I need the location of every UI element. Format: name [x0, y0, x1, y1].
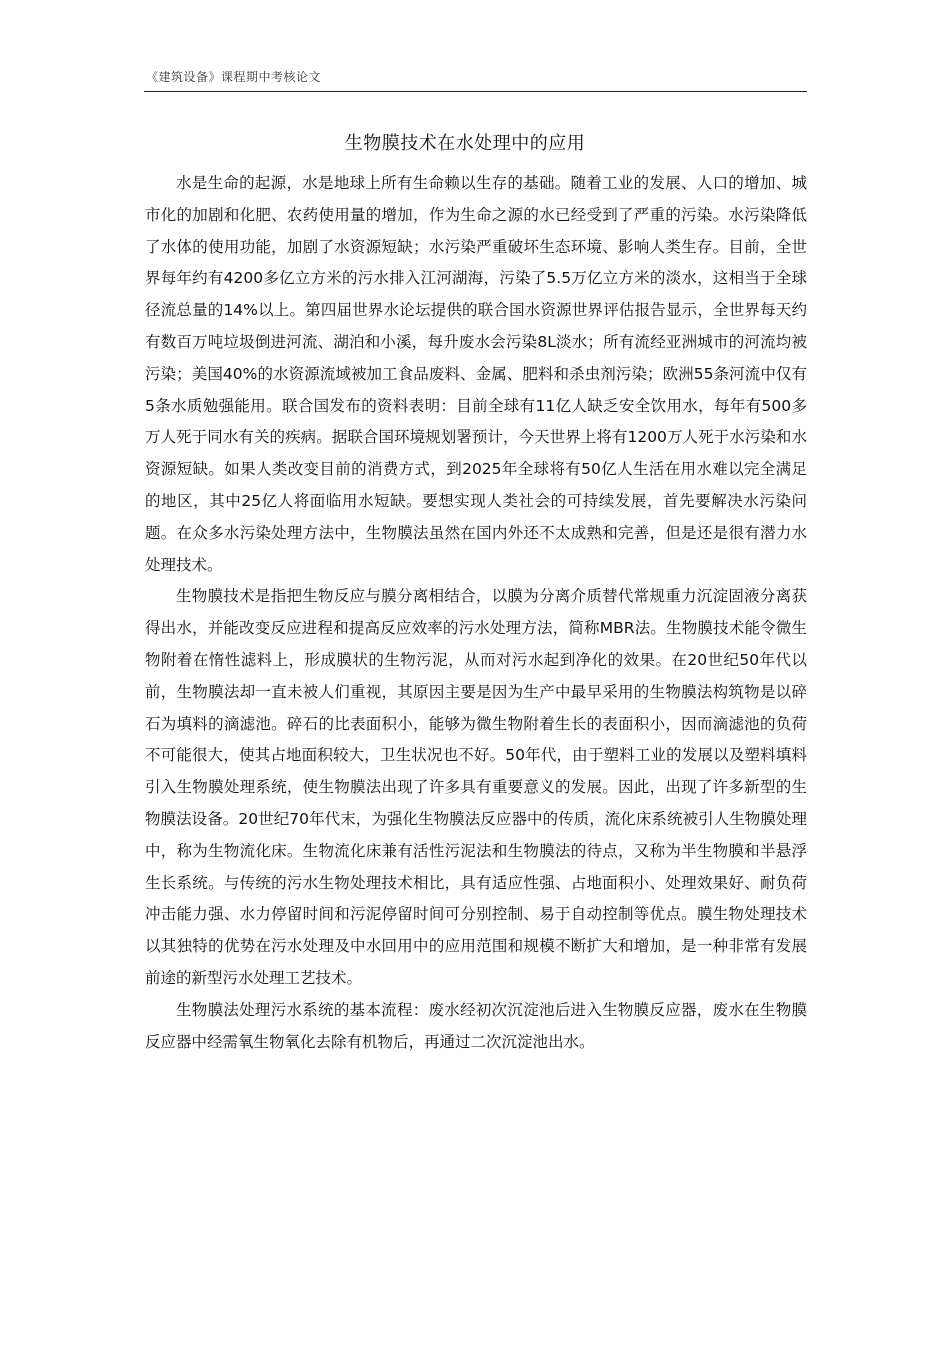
running-header: 《建筑设备》课程期中考核论文: [146, 70, 322, 84]
header-divider: [144, 91, 807, 92]
document-title: 生物膜技术在水处理中的应用: [344, 133, 586, 154]
paragraph-biofilm-technology: 生物膜技术是指把生物反应与膜分离相结合，以膜为分离介质替代常规重力沉淀固液分离获得出水，并能改变反应进程和提高反应效率的污水处理方法，简称MBR法。生物膜技术能令微生物附着在惰性滤料上，形成膜状的生物污泥，从而对污水起到净化的效果。在20世纪50年代以前，生物膜法却一直未被人们重视，其原因主要是因为生产中最早采用的生物膜法构筑物是以碎石为填料的滴滤池。碎石的比表面积小，能够为微生物附着生长的表面积小，因而滴滤池的负荷不可能很大，使其占地面积较大，卫生状况也不好。50年代，由于塑料工业的发展以及塑料填料引入生物膜处理系统，使生物膜法出现了许多具有重要意义的发展。因此，出现了许多新型的生物膜法设备。20世纪70年代末，为强化生物膜法反应器中的传质，流化床系统被引人生物膜处理中，称为生物流化床。生物流化床兼有活性污泥法和生物膜法的待点，又称为半生物膜和半悬浮生长系统。与传统的污水生物处理技术相比，具有适应性强、占地面积小、处理效果好、耐负荷冲击能力强、水力停留时间和污泥停留时间可分别控制、易于自动控制等优点。膜生物处理技术以其独特的优势在污水处理及中水回用中的应用范围和规模不断扩大和增加，是一种非常有发展前途的新型污水处理工艺技术。: [145, 587, 807, 987]
document-body: [145, 168, 807, 1058]
paragraph-intro: 水是生命的起源，水是地球上所有生命赖以生存的基础。随着工业的发展、人口的增加、城市化的加剧和化肥、农药使用量的增加，作为生命之源的水已经受到了严重的污染。水污染降低了水体的使用功能，加剧了水资源短缺；水污染严重破坏生态环境、影响人类生存。目前，全世界每年约有4200多亿立方米的污水排入江河湖海，污染了5.5万亿立方米的淡水，这相当于全球径流总量的14%以上。第四届世界水论坛提供的联合国水资源世界评估报告显示，全世界每天约有数百万吨垃圾倒进河流、湖泊和小溪，每升废水会污染8L淡水；所有流经亚洲城市的河流均被污染；美国40%的水资源流域被加工食品废料、金属、肥料和杀虫剂污染；欧洲55条河流中仅有5条水质勉强能用。联合国发布的资料表明：目前全球有11亿人缺乏安全饮用水，每年有500多万人死于同水有关的疾病。据联合国环境规划署预计，今天世界上将有1200万人死于水污染和水资源短缺。如果人类改变目前的消费方式，到2025年全球将有50亿人生活在用水难以完全满足的地区，其中25亿人将面临用水短缺。要想实现人类社会的可持续发展，首先要解决水污染问题。在众多水污染处理方法中，生物膜法虽然在国内外还不太成熟和完善，但是还是很有潜力水处理技术。: [145, 174, 807, 574]
paragraph-process-flow: 生物膜法处理污水系统的基本流程：废水经初次沉淀池后进入生物膜反应器，废水在生物膜反应器中经需氧生物氧化去除有机物后，再通过二次沉淀池出水。: [145, 1000, 807, 1051]
